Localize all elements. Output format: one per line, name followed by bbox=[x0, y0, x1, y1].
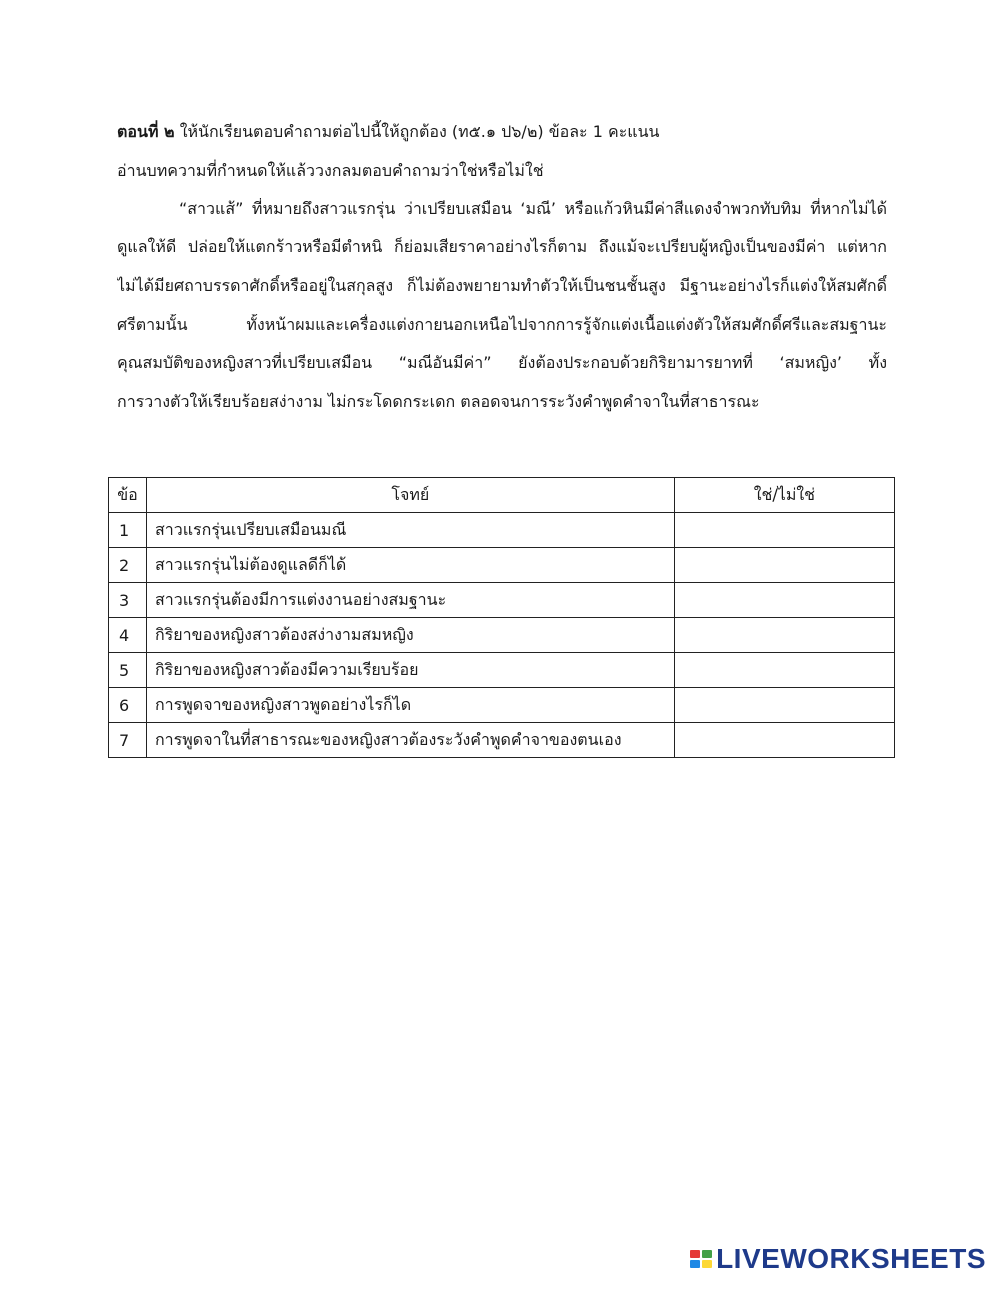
table-row bbox=[109, 513, 895, 548]
table-row bbox=[109, 688, 895, 723]
row-number: 7 bbox=[109, 723, 147, 758]
answer-cell[interactable] bbox=[674, 583, 894, 618]
logo-block bbox=[702, 1250, 712, 1258]
table-row bbox=[109, 583, 895, 618]
table-row bbox=[109, 618, 895, 653]
row-number: 2 bbox=[109, 548, 147, 583]
section-heading-bold: ตอนที่ ๒ bbox=[117, 122, 175, 141]
table-row bbox=[109, 653, 895, 688]
logo-block bbox=[690, 1260, 700, 1268]
passage-line: การวางตัวให้เรียบร้อยสง่างาม ไม่กระโดดกระเดก ตลอดจนการระวังคำพูดคำจาในที่สาธารณะ bbox=[117, 392, 760, 411]
row-question: สาวแรกรุ่นต้องมีการแต่งงานอย่างสมฐานะ bbox=[146, 583, 674, 618]
section-heading bbox=[117, 121, 659, 143]
table-row bbox=[109, 723, 895, 758]
instruction-text: อ่านบทความที่กำหนดให้แล้ววงกลมตอบคำถามว่าใช่หรือไม่ใช่ bbox=[117, 161, 544, 180]
passage-line: “สาวแส้” ที่หมายถึงสาวแรกรุ่น ว่าเปรียบเสมือน ‘มณี’ หรือแก้วหินมีค่าสีแดงจำพวกทับทิม ที่หากไม่ได้ bbox=[179, 199, 887, 218]
answer-cell[interactable] bbox=[674, 618, 894, 653]
logo-block bbox=[702, 1260, 712, 1268]
row-number: 4 bbox=[109, 618, 147, 653]
row-question: กิริยาของหญิงสาวต้องสง่างามสมหญิง bbox=[146, 618, 674, 653]
answer-cell[interactable] bbox=[674, 513, 894, 548]
answer-cell[interactable] bbox=[674, 548, 894, 583]
logo-text: LIVEWORKSHEETS bbox=[716, 1243, 986, 1274]
row-number: 1 bbox=[109, 513, 147, 548]
passage-line: ไม่ได้มียศถาบรรดาศักดิ์หรืออยู่ในสกุลสูง ก็ไม่ต้องพยายามทำตัวให้เป็นชนชั้นสูง มีฐานะอย่างไรก็แต่งให้สมศักดิ์ bbox=[117, 276, 887, 295]
row-number: 6 bbox=[109, 688, 147, 723]
row-question: กิริยาของหญิงสาวต้องมีความเรียบร้อย bbox=[146, 653, 674, 688]
answer-cell[interactable] bbox=[674, 723, 894, 758]
logo-block bbox=[690, 1250, 700, 1258]
liveworksheets-logo bbox=[690, 1243, 986, 1275]
answer-cell[interactable] bbox=[674, 688, 894, 723]
row-number: 3 bbox=[109, 583, 147, 618]
row-question: การพูดจาในที่สาธารณะของหญิงสาวต้องระวังคำพูดคำจาของตนเอง bbox=[146, 723, 674, 758]
question-table bbox=[108, 477, 895, 758]
header-answer: ใช่/ไม่ใช่ bbox=[674, 478, 894, 513]
section-heading-text: ให้นักเรียนตอบคำถามต่อไปนี้ให้ถูกต้อง (ท๕.๑ ป๖/๒) ข้อละ 1 คะแนน bbox=[174, 122, 660, 141]
passage-line: คุณสมบัติของหญิงสาวที่เปรียบเสมือน “มณีอันมีค่า” ยังต้องประกอบด้วยกิริยามารยาทที่ ‘สมหญิง’ ทั้ง bbox=[117, 353, 887, 372]
passage-line: ดูแลให้ดี ปล่อยให้แตกร้าวหรือมีตำหนิ ก็ย่อมเสียราคาอย่างไรก็ตาม ถึงแม้จะเปรียบผู้หญิงเป็นของมีค่า แต่หาก bbox=[117, 237, 887, 256]
table-row bbox=[109, 548, 895, 583]
row-question: การพูดจาของหญิงสาวพูดอย่างไรก็ได bbox=[146, 688, 674, 723]
logo-blocks-icon bbox=[690, 1250, 712, 1268]
row-number: 5 bbox=[109, 653, 147, 688]
passage-line: ศรีตามนั้น ทั้งหน้าผมและเครื่องแต่งกายนอกเหนือไปจากการรู้จักแต่งเนื้อแต่งตัวให้สมศักดิ์ศรีและสมฐานะ bbox=[117, 315, 887, 334]
header-question: โจทย์ bbox=[146, 478, 674, 513]
row-question: สาวแรกรุ่นไม่ต้องดูแลดีก็ได้ bbox=[146, 548, 674, 583]
answer-cell[interactable] bbox=[674, 653, 894, 688]
row-question: สาวแรกรุ่นเปรียบเสมือนมณี bbox=[146, 513, 674, 548]
header-number: ข้อ bbox=[109, 478, 147, 513]
table-header-row bbox=[109, 478, 895, 513]
